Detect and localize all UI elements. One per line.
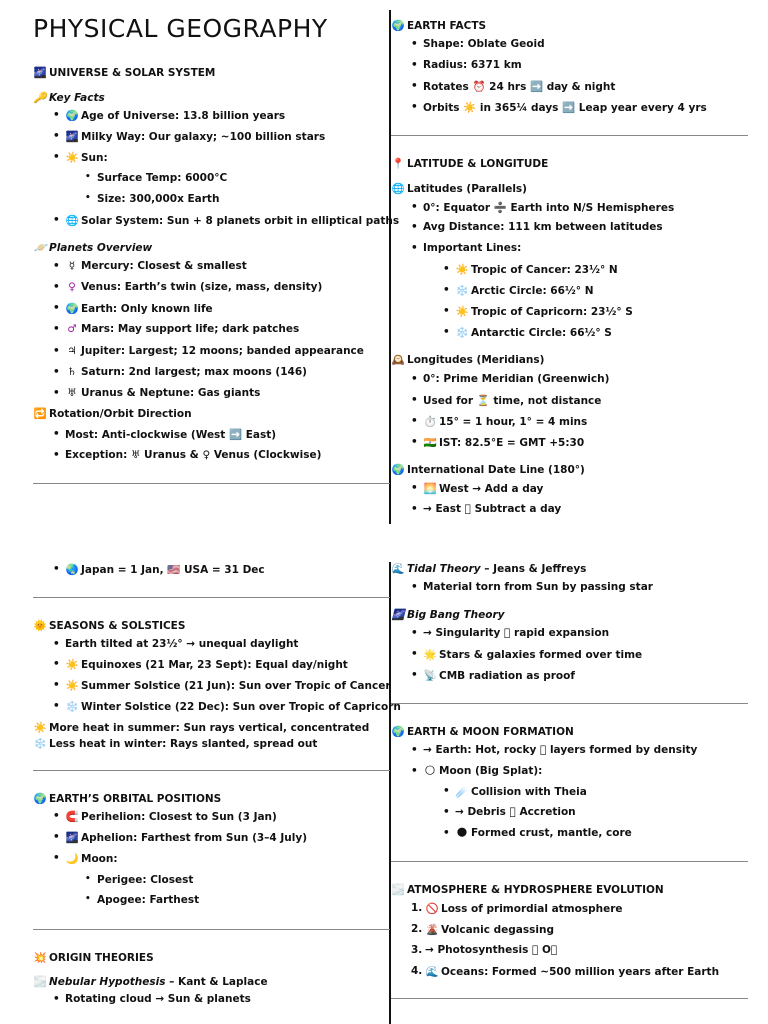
list-item: • 🌟 Stars & galaxies formed over time	[423, 648, 642, 661]
snowflake-icon: ❄️	[455, 285, 469, 297]
list-item: • ☀️ Summer Solstice (21 Jun): Sun over Tropic of Cancer	[65, 679, 391, 692]
fog-icon: 🌫️	[33, 976, 47, 988]
list-item: • 🌌 Aphelion: Farthest from Sun (3–4 July)	[65, 831, 307, 844]
key-icon: 🔑	[33, 92, 47, 104]
globe-icon: 🌍	[33, 793, 47, 805]
galaxy-icon: 🌌	[65, 131, 79, 143]
section-heading: 🌍 EARTH & MOON FORMATION	[391, 726, 574, 738]
list-item: • Size: 300,000x Earth	[97, 193, 219, 205]
sun-icon: ☀️	[455, 306, 469, 318]
column-divider-bottom	[389, 562, 391, 1024]
list-item: • 🌍 Age of Universe: 13.8 billion years	[65, 109, 285, 122]
pin-icon: 📍	[391, 158, 405, 170]
sun-icon: ☀️	[65, 659, 79, 671]
text-line: ☀️ More heat in summer: Sun rays vertical, concentrated	[33, 722, 370, 734]
prohibited-icon: 🚫	[425, 903, 439, 915]
list-item: 4. 🌊 Oceans: Formed ~500 million years after Earth	[411, 965, 720, 978]
flag-icon: 🇮🇳	[423, 437, 437, 449]
magnet-icon: 🧲	[65, 811, 79, 823]
list-item: • 0°: Prime Meridian (Greenwich)	[423, 373, 609, 385]
divider	[391, 998, 748, 999]
divider	[391, 135, 748, 136]
snowflake-icon: ❄️	[455, 327, 469, 339]
column-divider-top	[389, 10, 391, 524]
moon-icon: 🌑	[456, 827, 468, 839]
section-heading: 💥 ORIGIN THEORIES	[33, 952, 154, 964]
list-item: • Avg Distance: 111 km between latitudes	[423, 221, 663, 233]
list-item: • Rotates ⏰ 24 hrs ➡️ day & night	[423, 80, 615, 93]
section-heading: 🌍 EARTH FACTS	[391, 20, 487, 32]
jupiter-icon: ♃	[67, 345, 77, 357]
list-item: • ☿ Mercury: Closest & smallest	[65, 260, 247, 272]
clock-icon: 🕰️	[391, 354, 405, 366]
list-item: • ⏱️ 15° = 1 hour, 1° = 4 mins	[423, 415, 587, 428]
list-item: • ☀️ Equinoxes (21 Mar, 23 Sept): Equal day/night	[65, 658, 348, 671]
divider	[391, 703, 748, 704]
subheading: 🕰️ Longitudes (Meridians)	[391, 354, 545, 366]
section-heading: 📍 LATITUDE & LONGITUDE	[391, 158, 549, 170]
subheading: 🌍 International Date Line (180°)	[391, 464, 585, 476]
venus-icon: ♀	[68, 281, 76, 293]
list-item: • Shape: Oblate Geoid	[423, 38, 545, 50]
moon-icon: 🌙	[65, 853, 79, 865]
list-item: • ♀ Venus: Earth’s twin (size, mass, density)	[65, 281, 322, 293]
list-item: 3. → Photosynthesis ⃞ O⃞	[411, 944, 558, 956]
list-item: • 🇮🇳 IST: 82.5°E = GMT +5:30	[423, 436, 584, 449]
text-line: ❄️ Less heat in winter: Rays slanted, spread out	[33, 738, 318, 750]
list-item: • ❄️ Arctic Circle: 66½° N	[455, 284, 593, 297]
list-item: • 🌌 Milky Way: Our galaxy; ~100 billion stars	[65, 130, 325, 143]
globe-icon: 🌍	[65, 110, 79, 122]
list-item: • ☀️ Tropic of Cancer: 23½° N	[455, 263, 618, 276]
text-line: 🌫️ Nebular Hypothesis – Kant & Laplace	[33, 976, 268, 988]
list-item: • Material torn from Sun by passing star	[423, 581, 653, 593]
subheading: 🔁 Rotation/Orbit Direction	[33, 408, 192, 420]
star-icon: 🌟	[423, 649, 437, 661]
list-item: • 🧲 Perihelion: Closest to Sun (3 Jan)	[65, 810, 277, 823]
list-item: • → Earth: Hot, rocky ⃞ layers formed by density	[423, 744, 697, 756]
list-item: • Important Lines:	[423, 242, 521, 254]
fog-icon: 🌫️	[391, 884, 405, 896]
wave-icon: 🌊	[391, 563, 405, 575]
globe-icon: 🌐	[65, 215, 79, 227]
divider	[33, 597, 390, 598]
list-item: • 0°: Equator ➗ Earth into N/S Hemispheres	[423, 201, 674, 214]
list-item: • Earth tilted at 23½° → unequal daylight	[65, 638, 298, 650]
planet-icon: 🪐	[33, 242, 47, 254]
list-item: • → Debris ⃞ Accretion	[455, 806, 576, 818]
subheading: 🌌 Big Bang Theory	[391, 609, 505, 621]
subheading: 🌐 Latitudes (Parallels)	[391, 183, 527, 195]
list-item: • ♄ Saturn: 2nd largest; max moons (146)	[65, 366, 307, 378]
list-item: • 🌐 Solar System: Sun + 8 planets orbit in elliptical paths	[65, 214, 399, 227]
list-item: • → East ⃞ Subtract a day	[423, 503, 561, 515]
page-title: PHYSICAL GEOGRAPHY	[33, 14, 328, 43]
wave-icon: 🌊	[425, 966, 439, 978]
globe-icon: 🌏	[65, 564, 79, 576]
list-item: • ☀️ Sun:	[65, 151, 108, 164]
explosion-icon: 💥	[33, 952, 47, 964]
subheading: 🔑 Key Facts	[33, 92, 105, 104]
timer-icon: ⏱️	[423, 416, 437, 428]
list-item: • Apogee: Farthest	[97, 894, 199, 906]
sun-icon: ☀️	[455, 264, 469, 276]
globe-icon: 🌐	[391, 183, 405, 195]
divider	[33, 929, 390, 930]
subheading: 🪐 Planets Overview	[33, 242, 153, 254]
list-item: • ❄️ Antarctic Circle: 66½° S	[455, 326, 612, 339]
rotate-icon: 🔁	[33, 408, 47, 420]
mercury-icon: ☿	[68, 260, 76, 272]
section-heading: 🌫️ ATMOSPHERE & HYDROSPHERE EVOLUTION	[391, 884, 664, 896]
list-item: • ☄️ Collision with Theia	[455, 785, 587, 798]
list-item: • 🌕 Moon (Big Splat):	[423, 765, 542, 777]
comet-icon: ☄️	[455, 786, 469, 798]
list-item: • ❄️ Winter Solstice (22 Dec): Sun over Tropic of Capricorn	[65, 700, 401, 713]
list-item: • ♅ Uranus & Neptune: Gas giants	[65, 387, 260, 399]
volcano-icon: 🌋	[425, 924, 439, 936]
sun-icon: 🌞	[33, 620, 47, 632]
list-item: 2. 🌋 Volcanic degassing	[411, 923, 554, 936]
sun-icon: ☀️	[65, 680, 79, 692]
divider	[391, 861, 748, 862]
moon-icon: 🌕	[424, 765, 436, 777]
snowflake-icon: ❄️	[65, 701, 79, 713]
list-item: • 🌑 Formed crust, mantle, core	[455, 827, 632, 839]
list-item: • Orbits ☀️ in 365¼ days ➡️ Leap year every 4 yrs	[423, 101, 707, 114]
list-item: • ♂ Mars: May support life; dark patches	[65, 323, 299, 335]
list-item: • Most: Anti-clockwise (West ➡️ East)	[65, 428, 276, 441]
globe-icon: 🌍	[391, 726, 405, 738]
globe-icon: 🌍	[391, 20, 405, 32]
globe-icon: 🌍	[391, 464, 405, 476]
galaxy-icon: 🌌	[33, 67, 47, 79]
galaxy-icon: 🌌	[65, 832, 79, 844]
satellite-icon: 📡	[423, 670, 437, 682]
text-line: 🌊 Tidal Theory – Jeans & Jeffreys	[391, 563, 587, 575]
uranus-icon: ♅	[67, 387, 77, 399]
divider	[33, 483, 390, 484]
list-item: 1. 🚫 Loss of primordial atmosphere	[411, 902, 623, 915]
mars-icon: ♂	[67, 323, 77, 335]
galaxy-icon: 🌌	[391, 609, 405, 621]
divider	[33, 770, 390, 771]
list-item: • Radius: 6371 km	[423, 59, 522, 71]
list-item: • 🌏 Japan = 1 Jan, 🇺🇸 USA = 31 Dec	[65, 563, 265, 576]
list-item: • 🌍 Earth: Only known life	[65, 302, 213, 315]
list-item: • Surface Temp: 6000°C	[97, 172, 227, 184]
saturn-icon: ♄	[67, 366, 77, 378]
snowflake-icon: ❄️	[33, 738, 47, 750]
sun-icon: ☀️	[33, 722, 47, 734]
list-item: • Rotating cloud → Sun & planets	[65, 993, 251, 1005]
list-item: • → Singularity ⃞ rapid expansion	[423, 627, 609, 639]
globe-icon: 🌍	[65, 303, 79, 315]
list-item: • Used for ⏳ time, not distance	[423, 394, 601, 407]
list-item: • 🌅 West → Add a day	[423, 482, 543, 495]
list-item: • Perigee: Closest	[97, 874, 193, 886]
list-item: • 🌙 Moon:	[65, 852, 118, 865]
sun-icon: ☀️	[65, 152, 79, 164]
section-heading: 🌞 SEASONS & SOLSTICES	[33, 620, 186, 632]
list-item: • Exception: ♅ Uranus & ♀ Venus (Clockwise)	[65, 449, 321, 461]
section-heading: 🌍 EARTH’S ORBITAL POSITIONS	[33, 793, 222, 805]
list-item: • ♃ Jupiter: Largest; 12 moons; banded appearance	[65, 345, 364, 357]
sunrise-icon: 🌅	[423, 483, 437, 495]
list-item: • 📡 CMB radiation as proof	[423, 669, 575, 682]
section-heading: 🌌 UNIVERSE & SOLAR SYSTEM	[33, 67, 216, 79]
list-item: • ☀️ Tropic of Capricorn: 23½° S	[455, 305, 633, 318]
